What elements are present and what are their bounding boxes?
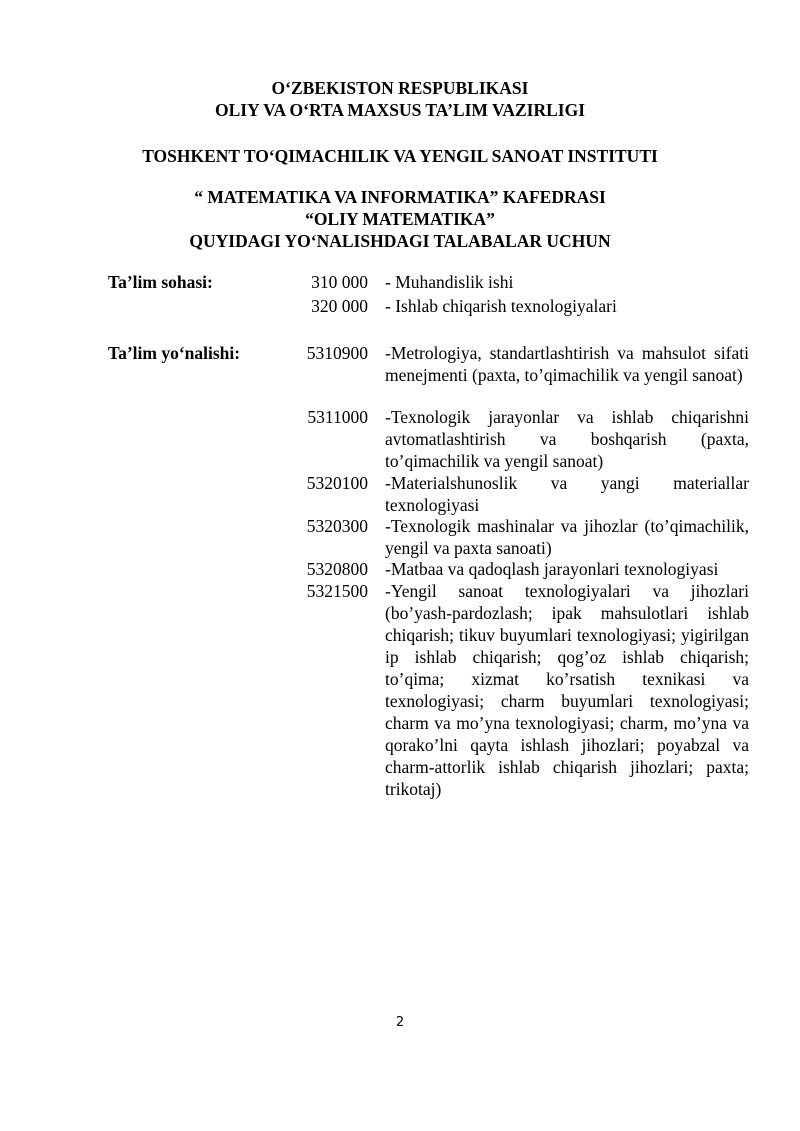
header-line-audience: QUYIDAGI YO‘NALISHDAGI TALABALAR UCHUN (189, 231, 611, 251)
header-line-institute: TOSHKENT TO‘QIMACHILIK VA YENGIL SANOAT INSTITUTI (142, 146, 658, 166)
header-line-department: “ MATEMATIKA VA INFORMATIKA” KAFEDRASI (194, 187, 606, 207)
sohasi-code: 310 000 (311, 272, 368, 292)
yonalishi-code: 5320100 (306, 473, 368, 493)
sohasi-text: - Ishlab chiqarish texnologiyalari (385, 296, 617, 316)
yonalishi-text: -Metrologiya, standartlashtirish va mahsulot sifati menejmenti (paxta, to’qimachilik va yengil sanoat) (385, 343, 749, 385)
institute-header (0, 145, 800, 167)
yonalishi-code: 5310900 (306, 343, 368, 363)
header-line-subject: “OLIY MATEMATIKA” (305, 209, 495, 229)
sohasi-code: 320 000 (311, 296, 368, 316)
yonalishi-label: Ta’lim yo‘nalishi: (108, 343, 241, 363)
yonalishi-code: 5320300 (306, 516, 368, 536)
header-line-republic: O‘ZBEKISTON RESPUBLIKASI (271, 78, 529, 98)
yonalishi-code: 5321500 (306, 581, 368, 601)
sohasi-text: - Muhandislik ishi (385, 272, 514, 292)
department-header (0, 186, 800, 252)
yonalishi-text: -Matbaa va qadoqlash jarayonlari texnologiyasi (385, 559, 719, 579)
yonalishi-text: -Yengil sanoat texnologiyalari va jihozlari (bo’yash-pardozlash; ipak mahsulotlari ishlab chiqarish; tikuv buyumlari texnologiyasi; yigirilgan ip ishlab chiqarish; qog’oz ishlab chiqarish; to’qima; xizmat ko’rsatish texnikasi va texnologiyasi; charm buyumlari texnologiyasi; charm va mo’yna texnologiyasi; charm, mo’yna va qorako’lni qayta ishlash jihozlari; poyabzal va charm-attorlik ishlab chiqarish jihozlari; paxta; trikotaj) (385, 581, 749, 799)
page-number: 2 (395, 1015, 405, 1030)
header-line-ministry: OLIY VA O‘RTA MAXSUS TA’LIM VAZIRLIGI (214, 100, 586, 120)
sohasi-label: Ta’lim sohasi: (108, 272, 213, 292)
yonalishi-text: -Texnologik mashinalar va jihozlar (to’qimachilik, yengil va paxta sanoati) (385, 516, 749, 558)
yonalishi-text: -Materialshunoslik va yangi materiallar texnologiyasi (385, 473, 749, 515)
yonalishi-code: 5320800 (306, 559, 368, 579)
ministry-header (0, 77, 800, 121)
yonalishi-text: -Texnologik jarayonlar va ishlab chiqarishni avtomatlashtirish va boshqarish (paxta, to’qimachilik va yengil sanoat) (385, 407, 749, 471)
yonalishi-code: 5311000 (307, 407, 368, 427)
